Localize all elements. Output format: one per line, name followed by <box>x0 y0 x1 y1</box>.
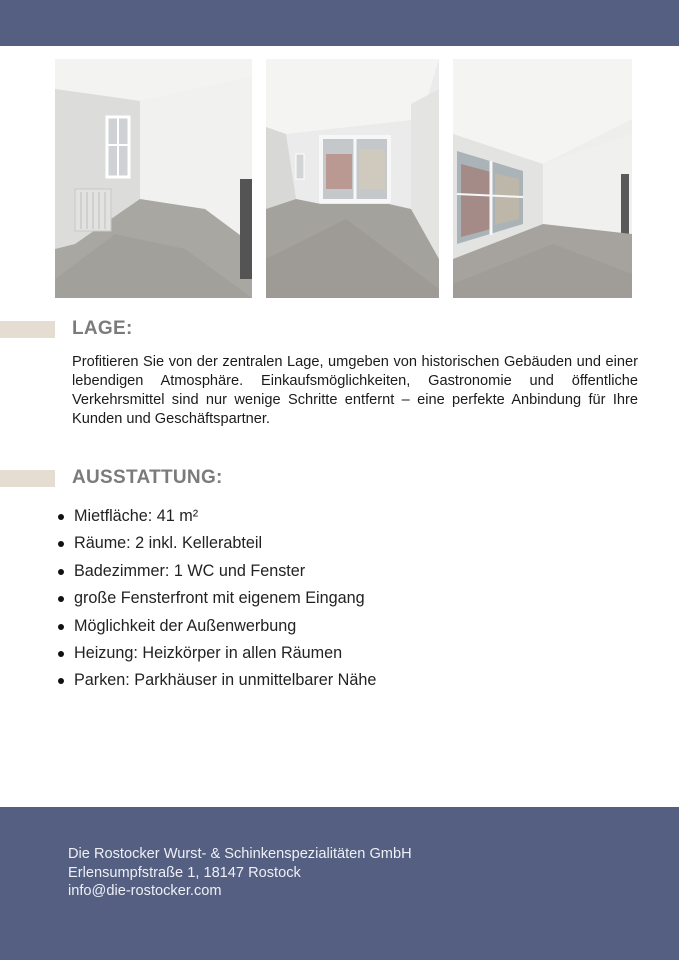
footer-address: Erlensumpfstraße 1, 18147 Rostock <box>68 864 301 881</box>
lage-description: Profitieren Sie von der zentralen Lage, umgeben von historischen Gebäuden und einer lebendigen Atmosphäre. Einkaufsmöglichkeiten, Gastronomie und öffentliche Verkehrsmittel sind nur wenige Schritte entfernt – eine perfekte Anbindung für Ihre Kunden und Geschäftspartner. <box>72 354 638 427</box>
feature-item: Parken: Parkhäuser in unmittelbarer Nähe <box>74 669 376 696</box>
ausstattung-accent-bar <box>0 470 55 487</box>
lage-accent-bar <box>0 321 55 338</box>
top-banner <box>0 0 679 46</box>
room-photo-1 <box>55 59 252 298</box>
footer-company: Die Rostocker Wurst- & Schinkenspezialitäten GmbH <box>68 846 412 862</box>
feature-item: Heizung: Heizkörper in allen Räumen <box>74 642 376 669</box>
feature-item: Mietfläche: 41 m² <box>74 505 376 532</box>
feature-item: Räume: 2 inkl. Kellerabteil <box>74 532 376 559</box>
room-photo-3 <box>453 59 632 298</box>
feature-list <box>52 505 376 697</box>
feature-item: Badezimmer: 1 WC und Fenster <box>74 560 376 587</box>
lage-heading: LAGE: <box>72 318 133 339</box>
ausstattung-heading: AUSSTATTUNG: <box>72 467 223 488</box>
footer <box>0 807 679 960</box>
room-photo-2 <box>266 59 439 298</box>
feature-item: große Fensterfront mit eigenem Eingang <box>74 587 376 614</box>
feature-item: Möglichkeit der Außenwerbung <box>74 615 376 642</box>
footer-email[interactable]: info@die-rostocker.com <box>68 883 222 899</box>
